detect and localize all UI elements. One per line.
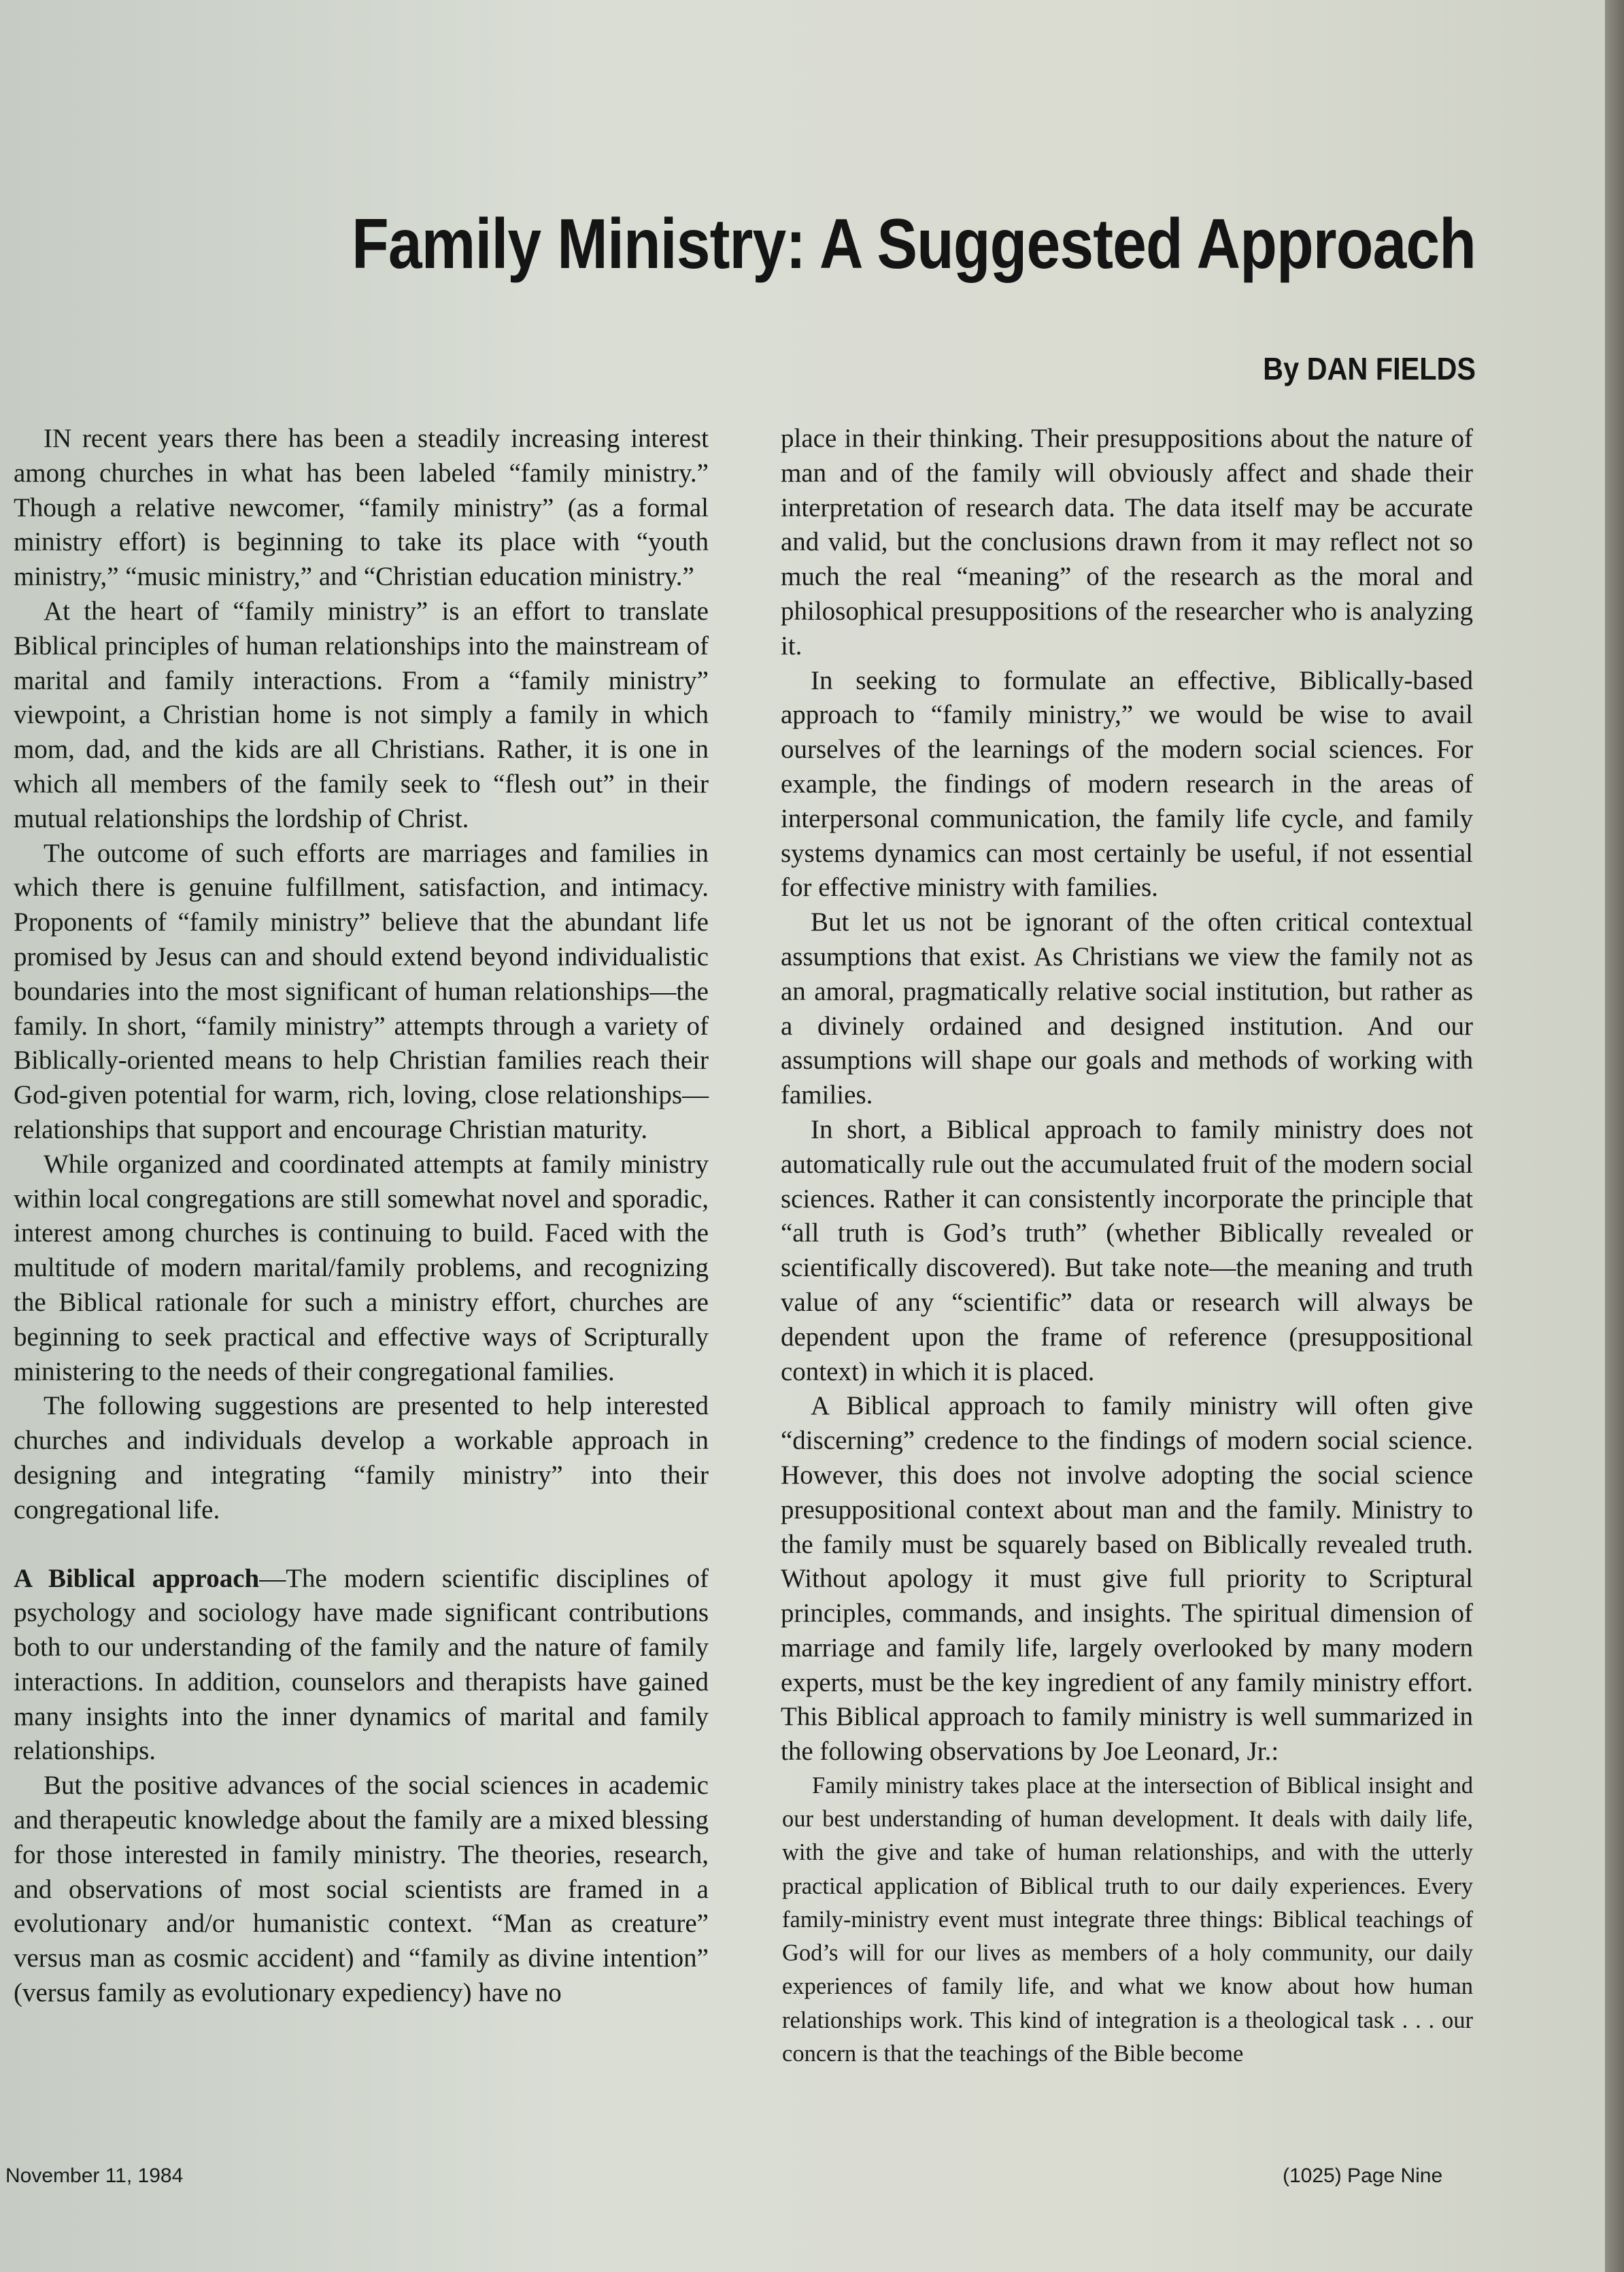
article-byline: By DAN FIELDS — [1263, 351, 1476, 386]
left-paragraph-2: At the heart of “family ministry” is an effort to translate Biblical principles of human relationships into the mainstream of marital and family interactions. From a “family ministry” viewpoint, a Christian home is not simply a family in which mom, dad, and the kids are all Christians. Rather, it is one in which all members of the family seek to “flesh out” in their mutual relationships the lordship of Christ. — [14, 596, 709, 833]
right-paragraph-2: In seeking to formulate an effective, Biblically-based approach to “family ministry,” we would be wise to avail ourselves of the learnings of the modern social sciences. For example, the findings of modern research in the areas of interpersonal communication, the family life cycle, and family systems dynamics can most certainly be useful, if not essential for effective ministry with families. — [781, 665, 1473, 903]
right-paragraph-4: In short, a Biblical approach to family ministry does not automatically rule out the accumulated fruit of the modern social sciences. Rather it can consistently incorporate the principle that “all truth is God’s truth” (whether Biblically revealed or scientifically discovered). But take note—the meaning and truth value of any “scientific” data or research will always be dependent upon the frame of reference (presuppositional context) in which it is placed. — [781, 1114, 1473, 1386]
footer-page-number: (1025) Page Nine — [1283, 2165, 1443, 2187]
right-column — [781, 422, 1473, 2071]
right-paragraph-5: A Biblical approach to family ministry will often give “discerning” credence to the findings of modern social science. However, this does not involve adopting the social science presuppositional context about man and the family. Ministry to the family must be squarely based on Biblically revealed truth. Without apology it must give full priority to Scriptural principles, commands, and insights. The spiritual dimension of marriage and family life, largely overlooked by many modern experts, must be the key ingredient of any family ministry effort. This Biblical approach to family ministry is well summarized in the following observations by Joe Leonard, Jr.: — [781, 1391, 1473, 1767]
left-paragraph-7: But the positive advances of the social sciences in academic and therapeutic knowledge about the family are a mixed blessing for those interested in family ministry. The theories, research, and observations of most social scientists are framed in a evolutionary and/or humanistic context. “Man as creature” versus man as cosmic accident) and “family as divine intention” (versus family as evolutionary expediency) have no — [14, 1771, 709, 2008]
binding-edge — [1605, 0, 1624, 2272]
left-paragraph-5: The following suggestions are presented to help interested churches and individuals develop a workable approach in designing and integrating “family ministry” into their congregational life. — [14, 1391, 709, 1524]
left-paragraph-4: While organized and coordinated attempts at family ministry within local congregations are still somewhat novel and sporadic, interest among churches is continuing to build. Faced with the multitude of modern marital/family problems, and recognizing the Biblical rationale for such a ministry effort, churches are beginning to seek practical and effective ways of Scripturally ministering to the needs of their congregational families. — [14, 1149, 709, 1386]
article-title: Family Ministry: A Suggested Approach — [352, 205, 1476, 284]
section-body: —The modern scientific disciplines of psychology and sociology have made significant contributions both to our understanding of the family and the nature of family interactions. In addition, counselors and therapists have gained many insights into the inner dynamics of marital and family relationships. — [14, 1563, 709, 1766]
left-paragraph-1: IN recent years there has been a steadily increasing interest among churches in what has been labeled “family ministry.” Though a relative newcomer, “family ministry” (as a formal ministry effort) is beginning to take its place with “youth ministry,” “music ministry,” and “Christian education ministry.” — [14, 424, 709, 592]
footer-date: November 11, 1984 — [5, 2165, 184, 2187]
left-paragraph-3: The outcome of such efforts are marriages and families in which there is genuine fulfillment, satisfaction, and intimacy. Proponents of “family ministry” believe that the abundant life promised by Jesus can and should extend beyond individualistic boundaries into the most significant of human relationships—the family. In short, “family ministry” attempts through a variety of Biblically-oriented means to help Christian families reach their God-given potential for warm, rich, loving, close relationships—relationships that support and encourage Christian maturity. — [14, 838, 709, 1144]
left-paragraph-6 — [14, 1562, 709, 1769]
section-heading: A Biblical approach — [14, 1563, 260, 1593]
right-paragraph-3: But let us not be ignorant of the often critical contextual assumptions that exist. As Christians we view the family not as an amoral, pragmatically relative social institution, but rather as a divinely ordained and designed institution. And our assumptions will shape our goals and methods of working with families. — [781, 907, 1473, 1110]
block-quote: Family ministry takes place at the intersection of Biblical insight and our best understanding of human development. It deals with daily life, with the give and take of human relationships, and with the utterly practical application of Biblical truth to our daily experiences. Every family-ministry event must integrate three things: Biblical teachings of God’s will for our lives as members of a holy community, our daily experiences of family life, and what we know about how human relationships work. This kind of integration is a theological task . . . our concern is that the teachings of the Bible become — [782, 1773, 1473, 2067]
right-paragraph-1: place in their thinking. Their presuppositions about the nature of man and of the family will obviously affect and shade their interpretation of research data. The data itself may be accurate and valid, but the conclusions drawn from it may reflect not so much the real “meaning” of the research as the moral and philosophical presuppositions of the researcher who is analyzing it. — [781, 424, 1473, 661]
left-column — [14, 422, 709, 2011]
